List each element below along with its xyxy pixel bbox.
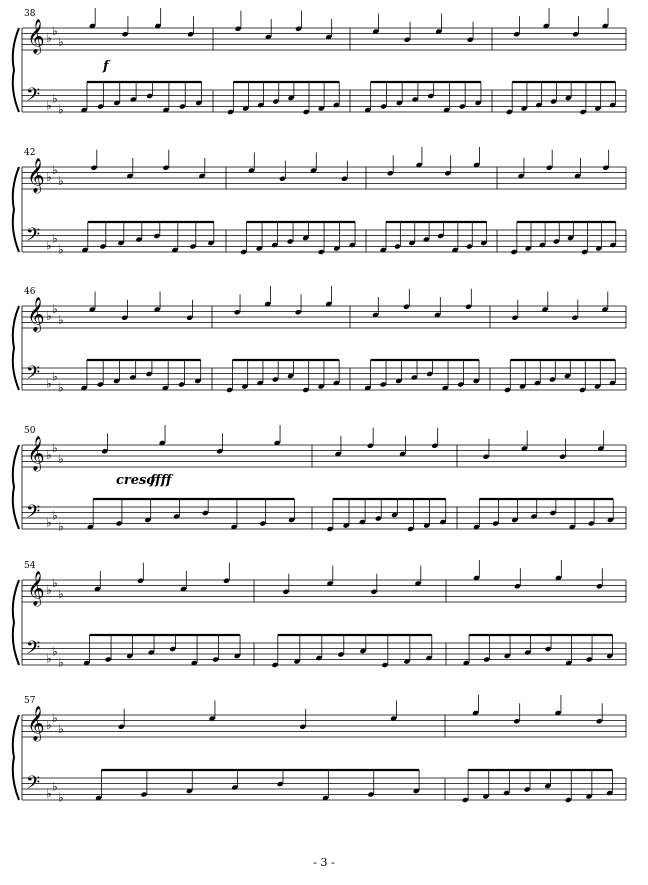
flat-icon: ♭: [58, 242, 64, 257]
treble-clef-icon: 𝄞: [27, 436, 45, 471]
measure-number-54: 54: [24, 561, 36, 571]
flat-icon: ♭: [46, 309, 52, 323]
brace-icon: [13, 715, 19, 800]
flat-icon: ♭: [46, 31, 52, 45]
page-number: - 3 -: [313, 856, 335, 869]
measure-number-50: 50: [24, 426, 36, 436]
flat-icon: ♭: [46, 98, 52, 113]
treble-clef-icon: 𝄞: [27, 19, 45, 54]
flat-icon: ♭: [58, 519, 64, 534]
flat-icon: ♭: [52, 576, 58, 591]
flat-icon: ♭: [52, 644, 58, 659]
flat-icon: ♭: [46, 515, 52, 530]
flat-icon: ♭: [58, 655, 64, 670]
staff-lines: [22, 28, 626, 800]
flat-icon: ♭: [46, 170, 52, 184]
key-signatures: [46, 24, 64, 805]
measure-number-46: 46: [24, 287, 36, 297]
treble-clef-icon: 𝄞: [27, 571, 45, 606]
flat-icon: ♭: [52, 163, 58, 178]
flat-icon: ♭: [58, 313, 64, 328]
dynamic-creso: creso: [116, 473, 156, 488]
treble-clef-icon: 𝄞: [27, 706, 45, 741]
flat-icon: ♭: [58, 380, 64, 395]
flat-icon: ♭: [46, 448, 52, 462]
bass-clef-icon: 𝄢: [26, 638, 41, 663]
brace-icon: [13, 167, 19, 252]
flat-icon: ♭: [58, 790, 64, 805]
flat-icon: ♭: [46, 651, 52, 666]
flat-icon: ♭: [58, 35, 64, 50]
flat-icon: ♭: [52, 302, 58, 317]
flat-icon: ♭: [52, 369, 58, 384]
flat-icon: ♭: [46, 376, 52, 391]
bass-clef-icon: 𝄢: [26, 225, 41, 250]
bass-clef-icon: 𝄢: [26, 502, 41, 527]
braces: [13, 28, 19, 800]
bass-clef-icon: 𝄢: [26, 363, 41, 388]
measure-number-38: 38: [24, 9, 36, 19]
flat-icon: ♭: [52, 508, 58, 523]
flat-icon: ♭: [46, 238, 52, 253]
brace-icon: [13, 306, 19, 390]
treble-clef-icon: 𝄞: [27, 158, 45, 193]
dynamic-ffff: ffff: [150, 473, 172, 488]
measure-number-42: 42: [24, 148, 36, 158]
barlines: [22, 28, 626, 800]
flat-icon: ♭: [58, 722, 64, 737]
bass-clef-icon: 𝄢: [26, 85, 41, 110]
flat-icon: ♭: [52, 24, 58, 39]
flat-icon: ♭: [52, 779, 58, 794]
clefs: [26, 19, 45, 798]
brace-icon: [13, 28, 19, 112]
flat-icon: ♭: [52, 231, 58, 246]
flat-icon: ♭: [58, 174, 64, 189]
measure-number-57: 57: [24, 696, 36, 706]
flat-icon: ♭: [46, 718, 52, 732]
flat-icon: ♭: [46, 786, 52, 801]
flat-icon: ♭: [52, 91, 58, 106]
flat-icon: ♭: [58, 587, 64, 602]
brace-icon: [13, 445, 19, 529]
notes: [81, 8, 617, 803]
flat-icon: ♭: [58, 102, 64, 117]
flat-icon: ♭: [52, 711, 58, 726]
flat-icon: ♭: [46, 583, 52, 597]
flat-icon: ♭: [58, 452, 64, 467]
bass-clef-icon: 𝄢: [26, 773, 41, 798]
treble-clef-icon: 𝄞: [27, 297, 45, 332]
flat-icon: ♭: [52, 441, 58, 456]
dynamic-forte: f: [103, 59, 109, 74]
brace-icon: [13, 580, 19, 665]
